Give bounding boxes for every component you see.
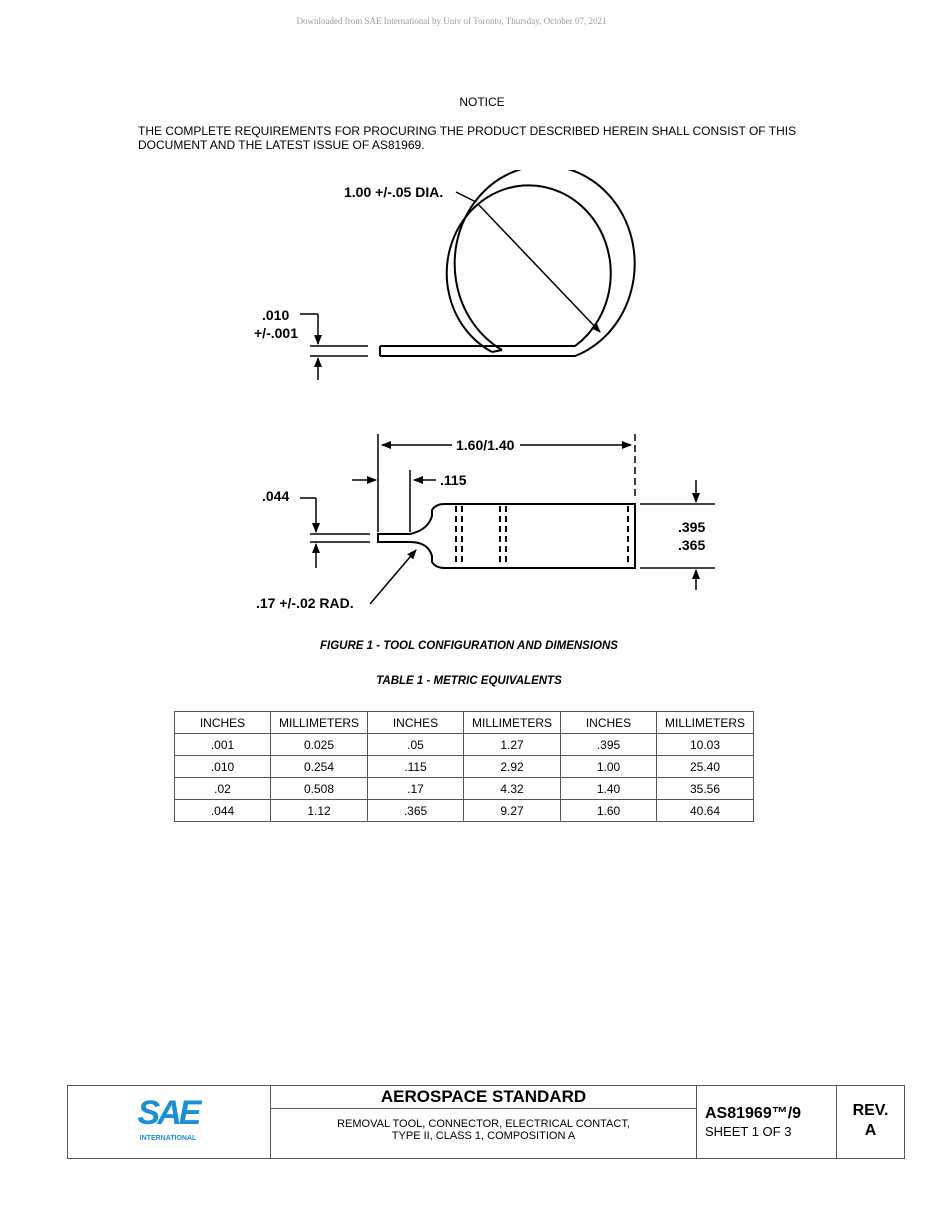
title-cell	[271, 1086, 697, 1158]
title-block	[67, 1085, 905, 1159]
dim-tip-gap: .044	[262, 488, 290, 504]
table-cell: 0.025	[271, 734, 368, 756]
column-header: INCHES	[368, 712, 464, 734]
revision-cell	[837, 1086, 904, 1158]
table-row	[175, 800, 754, 822]
svg-text:SAE: SAE	[137, 1094, 199, 1132]
notice-body	[138, 124, 838, 152]
notice-line-2: DOCUMENT AND THE LATEST ISSUE OF AS81969.	[138, 138, 425, 152]
dim-thickness-tol: +/-.001	[254, 325, 298, 341]
table-cell: .17	[368, 778, 464, 800]
ring-outer	[380, 185, 611, 352]
revision-value: A	[864, 1122, 877, 1139]
column-header: MILLIMETERS	[464, 712, 561, 734]
description-line-2: TYPE II, CLASS 1, COMPOSITION A	[391, 1130, 576, 1142]
table-cell: .05	[368, 734, 464, 756]
table-cell: 2.92	[464, 756, 561, 778]
diameter-arrow	[478, 204, 600, 332]
table-cell: .115	[368, 756, 464, 778]
table-cell: 35.56	[657, 778, 754, 800]
table-caption: TABLE 1 - METRIC EQUIVALENTS	[376, 675, 562, 687]
document-number: AS81969™/9	[705, 1105, 802, 1122]
document-description	[271, 1109, 696, 1158]
revision-label: REV.	[852, 1102, 889, 1119]
column-header: INCHES	[175, 712, 271, 734]
table-cell: 1.60	[561, 800, 657, 822]
table-cell: 0.508	[271, 778, 368, 800]
notice-line-1: THE COMPLETE REQUIREMENTS FOR PROCURING THE PRODUCT DESCRIBED HEREIN SHALL CONSIST OF THIS	[138, 124, 797, 138]
notice-title: NOTICE	[459, 95, 505, 109]
table-cell: .010	[175, 756, 271, 778]
table-cell: 1.12	[271, 800, 368, 822]
sae-logo	[68, 1086, 270, 1160]
table-cell: .001	[175, 734, 271, 756]
figure-caption: FIGURE 1 - TOOL CONFIGURATION AND DIMENSIONS	[320, 640, 618, 652]
dim-length: 1.60/1.40	[456, 437, 515, 453]
table-cell: 0.254	[271, 756, 368, 778]
table-cell: .365	[368, 800, 464, 822]
table-cell: 40.64	[657, 800, 754, 822]
dim-diameter: 1.00 +/-.05 DIA.	[344, 184, 444, 200]
dim-radius: .17 +/-.02 RAD.	[256, 595, 354, 611]
table-cell: 1.27	[464, 734, 561, 756]
table-cell: 25.40	[657, 756, 754, 778]
description-line-1: REMOVAL TOOL, CONNECTOR, ELECTRICAL CONTACT,	[337, 1118, 630, 1130]
table-row	[175, 778, 754, 800]
dim-width-min: .365	[678, 537, 706, 553]
table-cell: 1.40	[561, 778, 657, 800]
sae-logo-cell	[68, 1086, 271, 1158]
standard-heading: AEROSPACE STANDARD	[271, 1086, 696, 1109]
table-cell: .02	[175, 778, 271, 800]
metric-equivalents-table	[174, 711, 754, 822]
download-watermark: Downloaded from SAE International by Univ of Toronto, Thursday, October 07, 2021	[296, 16, 607, 26]
document-number-cell	[697, 1086, 837, 1158]
table-row	[175, 756, 754, 778]
dim-thickness: .010	[262, 307, 290, 323]
column-header: MILLIMETERS	[657, 712, 754, 734]
table-header-row	[175, 712, 754, 734]
svg-text:INTERNATIONAL: INTERNATIONAL	[139, 1135, 197, 1142]
table-cell: .044	[175, 800, 271, 822]
table-cell: 4.32	[464, 778, 561, 800]
ring-end	[492, 350, 502, 352]
column-header: MILLIMETERS	[271, 712, 368, 734]
table-cell: 1.00	[561, 756, 657, 778]
table-cell: .395	[561, 734, 657, 756]
table-cell: 9.27	[464, 800, 561, 822]
column-header: INCHES	[561, 712, 657, 734]
tool-drawing	[230, 170, 750, 615]
dim-width-max: .395	[678, 519, 706, 535]
sheet-number: SHEET 1 OF 3	[705, 1124, 792, 1139]
dim-tip-length: .115	[440, 472, 467, 488]
table-cell: 10.03	[657, 734, 754, 756]
table-row	[175, 734, 754, 756]
